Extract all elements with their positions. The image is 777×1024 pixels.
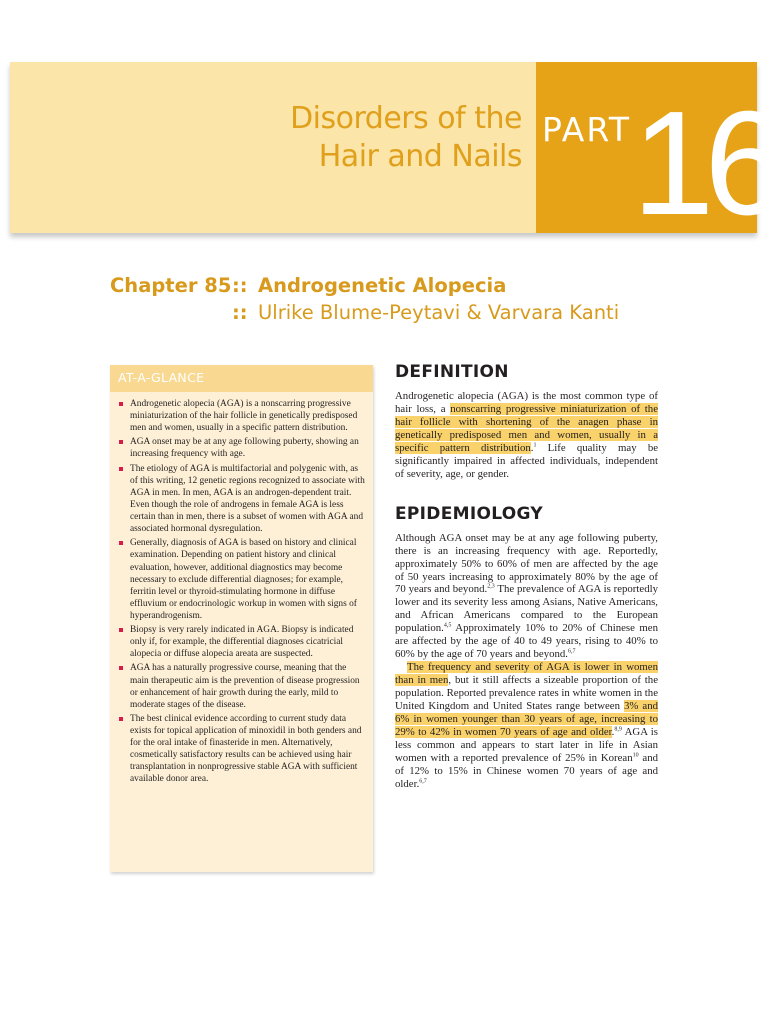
- bullet-icon: [119, 666, 123, 670]
- list-item: AGA onset may be at any age following puberty, showing an increasing frequency with age.: [119, 436, 367, 460]
- chapter-separator: ::: [232, 274, 248, 297]
- chapter-authors: Ulrike Blume-Peytavi & Varvara Kanti: [258, 301, 620, 324]
- part-title: [290, 100, 522, 176]
- reference: 10: [632, 752, 639, 759]
- list-item: The best clinical evidence according to current study data exists for topical application of minoxidil in both genders and for the oral intake of finasteride in men. Alternatively, cosmetically satisfactory results can be achieved using hair transplantation in nonprogressive stable AGA with sufficient available donor area.: [119, 713, 367, 786]
- bullet-icon: [119, 717, 123, 721]
- at-a-glance-box: [110, 365, 373, 872]
- epidemiology-paragraph-2: The frequency and severity of AGA is lower in women than in men, but it still affects a sizeable proportion of the population. Reported prevalence rates in white women in the United Kingdom and United States range between 3% and 6% in women younger than 30 years of age, increasing to 29% to 42% in women 70 years of age and older.$^{8,9}$ AGA is less common and appears to start later in life in Asian women with a reported prevalence of 25% in Korean$^{10}$ and of 12% to 15% in Chinese women 70 years of age and older.$^{6,7}$: [395, 661, 659, 790]
- reference: 6,7: [568, 648, 576, 655]
- reference: 2,3: [487, 583, 495, 590]
- highlight: 3% and 6% in women younger than 30 years of age, increasing to 29% to 42% in women 70 years of age and older: [395, 700, 658, 738]
- definition-paragraph: Androgenetic alopecia (AGA) is the most common type of hair loss, a nonscarring progressive miniaturization of the hair follicle with shortening of the anagen phase in genetically predisposed men and women, usually in a specific pattern distribution.$^1$ Life quality may be significantly impaired in affected individuals, independent of severity, age, or gender.: [395, 390, 659, 480]
- epidemiology-heading: EPIDEMIOLOGY: [395, 503, 543, 524]
- bullet-icon: [119, 541, 123, 545]
- chapter-title: Androgenetic Alopecia: [258, 274, 507, 297]
- part-number: 16: [632, 81, 777, 246]
- chapter-authors-line: [110, 299, 619, 326]
- list-item: AGA has a naturally progressive course, meaning that the main therapeutic aim is the prevention of disease progression or enhancement of hair growth during the early, mild to moderate stages of the disease.: [119, 662, 367, 710]
- part-banner: [10, 62, 777, 246]
- chapter-number: Chapter 85: [110, 274, 232, 297]
- list-item: Biopsy is very rarely indicated in AGA. Biopsy is indicated only if, for example, the differential diagnoses cicatricial alopecia or diffuse alopecia areata are suspected.: [119, 624, 367, 660]
- bullet-icon: [119, 628, 123, 632]
- main-text-column: [395, 362, 658, 791]
- part-title-line-2: Hair and Nails: [318, 139, 522, 174]
- part-title-line-1: Disorders of the: [290, 101, 522, 136]
- bullet-icon: [119, 402, 123, 406]
- at-a-glance-list: [110, 392, 373, 785]
- list-item: Androgenetic alopecia (AGA) is a nonscarring progressive miniaturization of the hair follicle in genetically predisposed men and women, usually in a specific pattern distribution.: [119, 398, 367, 434]
- list-item: Generally, diagnosis of AGA is based on history and clinical examination. Depending on patient history and clinical evaluation, however, additional diagnostics may become necessary to exclude differential diagnoses; for example, ferritin level or thyroid-stimulating hormone in diffuse effluvium or endocrinologic workup in women with signs of hyperandrogenism.: [119, 537, 367, 622]
- definition-heading: DEFINITION: [395, 362, 509, 382]
- chapter-title-line: [110, 272, 619, 299]
- authors-separator: ::: [232, 301, 248, 324]
- highlight: The frequency and severity of AGA is lower in women than in men: [395, 661, 658, 687]
- reference: 4,5: [443, 622, 452, 629]
- banner-part-panel: [536, 62, 777, 246]
- reference: 8,9: [614, 726, 622, 733]
- reference: 1: [533, 442, 537, 449]
- bullet-icon: [119, 467, 123, 471]
- highlight: nonscarring progressive miniaturization of the hair follicle with shortening of the anagen phase in genetically predisposed men and women, usually in a specific pattern distribution: [395, 402, 658, 454]
- part-label: PART: [542, 110, 632, 149]
- reference: 6,7: [419, 778, 427, 785]
- bullet-icon: [119, 440, 123, 444]
- at-a-glance-heading: AT-A-GLANCE: [110, 365, 373, 392]
- epidemiology-paragraph-1: Although AGA onset may be at any age following puberty, there is an increasing frequency with age. Reportedly, approximately 50% to 60% of men are affected by the age of 50 years increasing to approximately 80% by the age of 70 years and beyond.$^{2,3}$ The prevalence of AGA is reportedly lower and its severity less among Asians, Native Americans, and African Americans compared to the European population.$^{4,5}$ Approximately 10% to 20% of Chinese men are affected by the age of 40 to 49 years, rising to 40% to 60% by the age of 70 years and beyond.$^{6,7}$: [395, 531, 658, 661]
- list-item: The etiology of AGA is multifactorial and polygenic with, as of this writing, 12 genetic regions recognized to associate with AGA in men. In men, AGA is an androgen-dependent trait. Even though the role of androgens in female AGA is less certain than in men, there is a subset of women with AGA and associated hormonal dysregulation.: [119, 463, 367, 536]
- chapter-heading: [110, 272, 619, 326]
- banner-title-panel: [10, 62, 536, 233]
